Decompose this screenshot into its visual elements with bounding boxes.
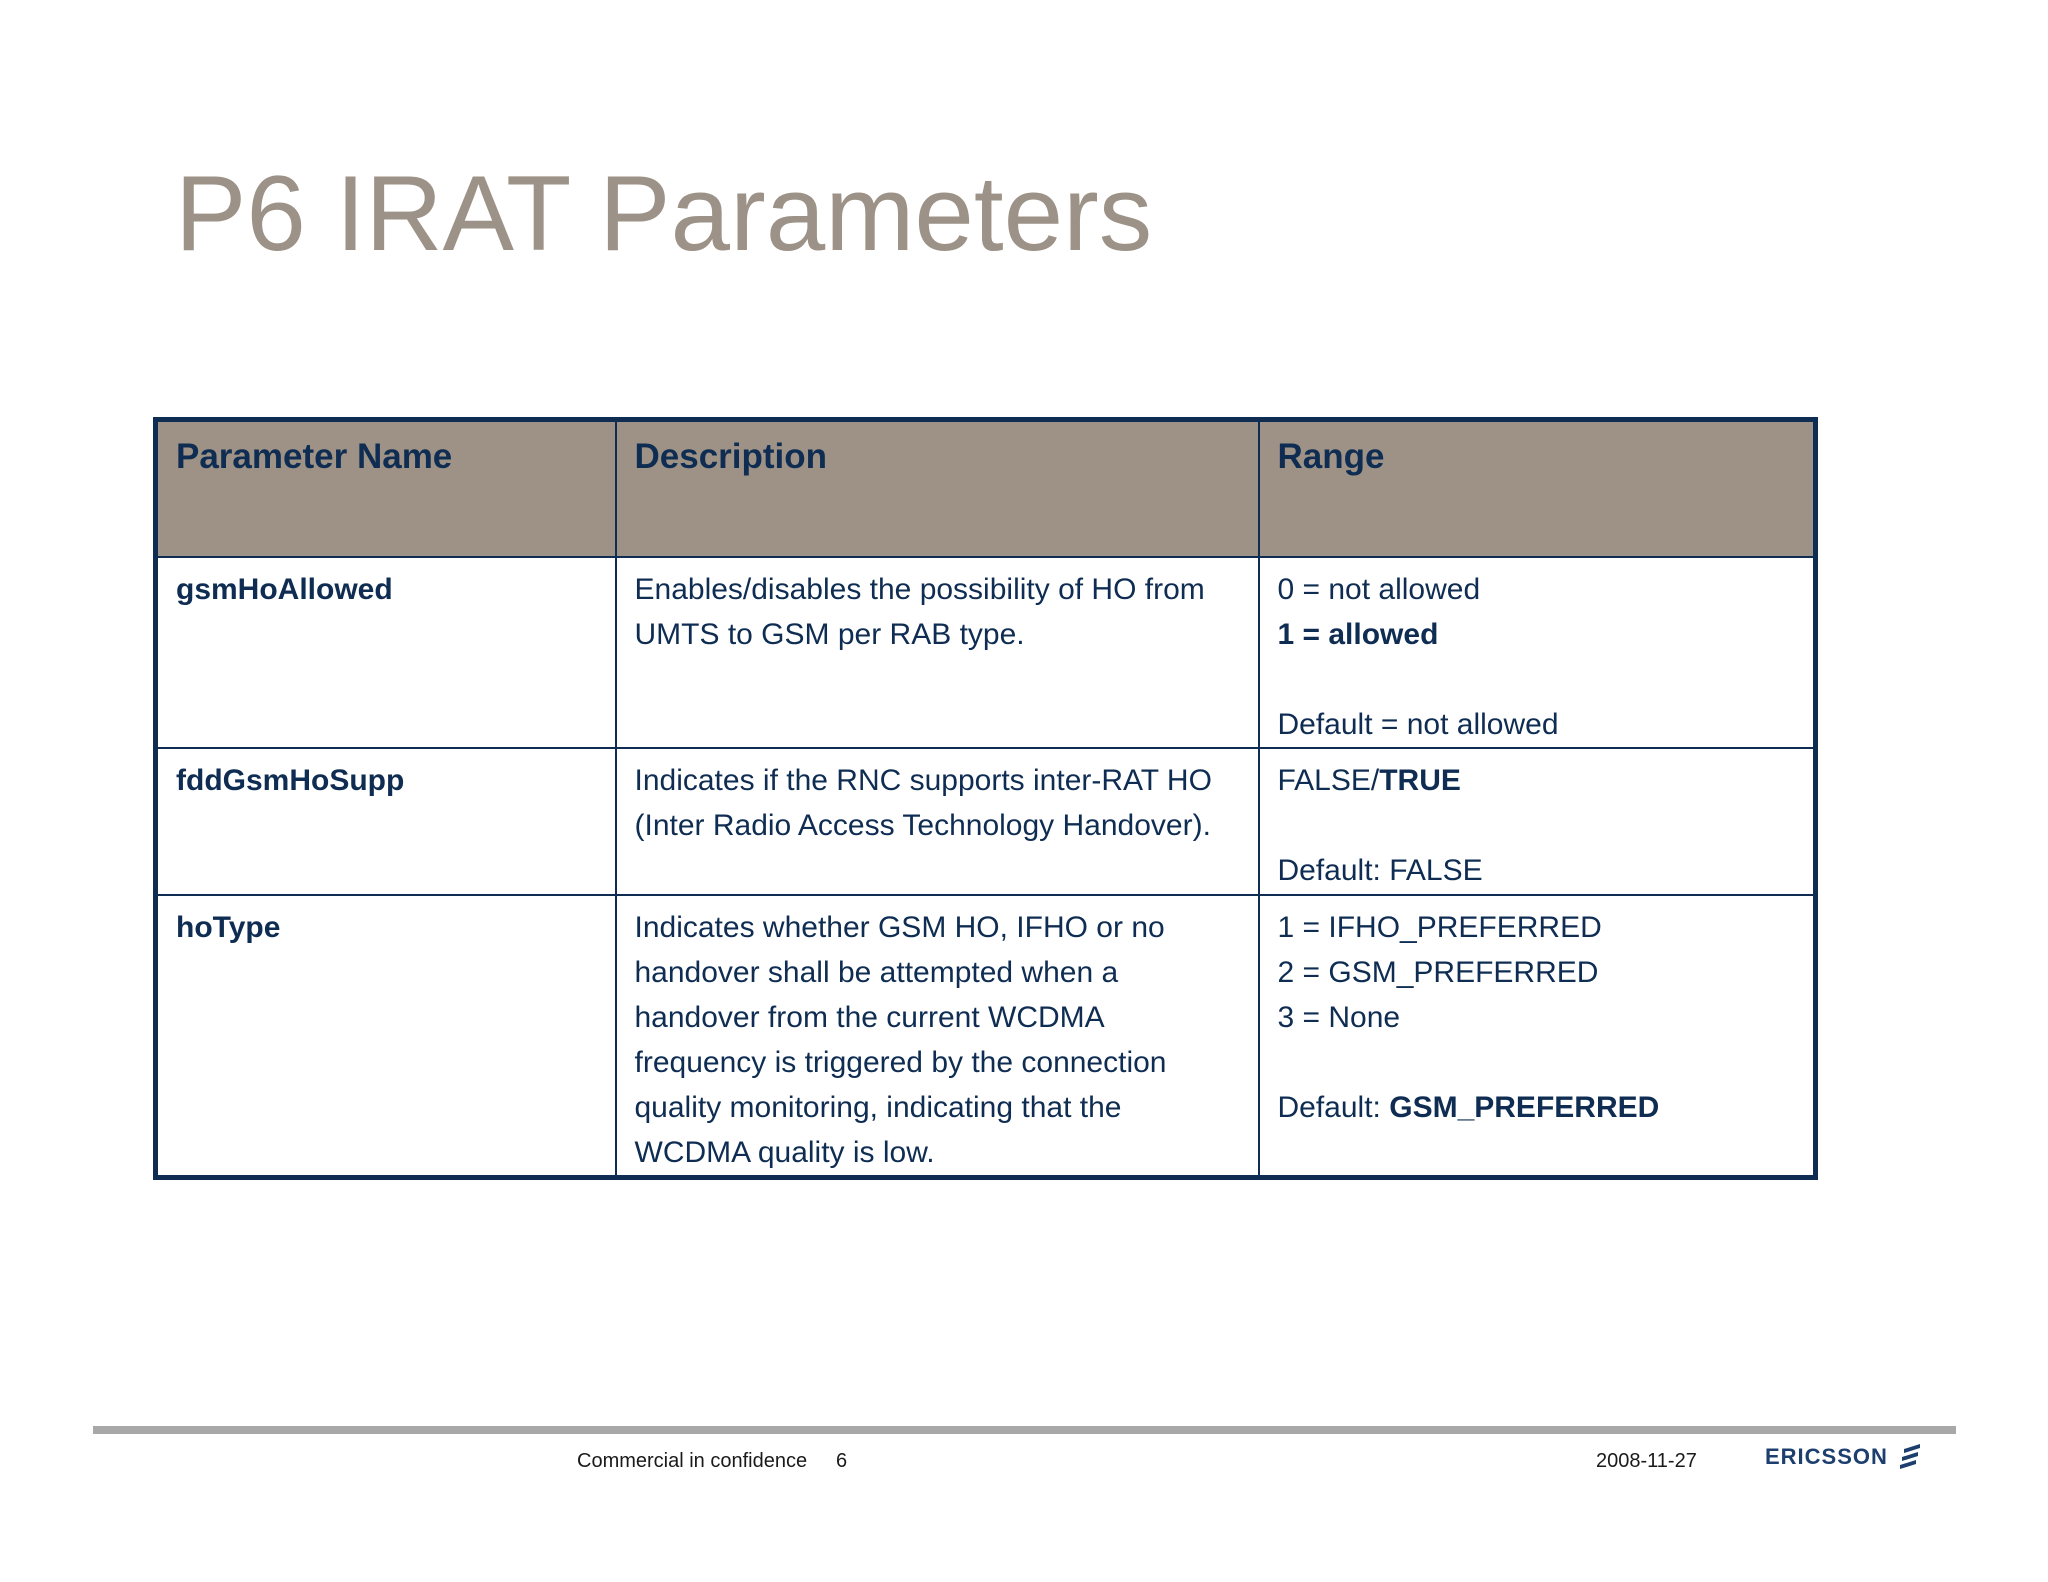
description-cell: Indicates whether GSM HO, IFHO or no handover shall be attempted when a handover from the current WCDMA frequency is triggered by the connection quality monitoring, indicating that the WCDMA quality is low. [616, 895, 1259, 1178]
parameters-table [153, 417, 1818, 1180]
table-header-row [156, 420, 1816, 558]
table-row [156, 895, 1816, 1178]
footer-divider [93, 1426, 1956, 1434]
footer-confidentiality: Commercial in confidence [577, 1450, 808, 1472]
range-line: 2 = GSM_PREFERRED [1277, 956, 1599, 989]
range-line: 1 = allowed [1277, 618, 1439, 651]
range-line [1278, 1040, 1796, 1085]
range-cell [1259, 557, 1816, 748]
ericsson-logo [1765, 1443, 1924, 1471]
logo-wordmark: ERICSSON [1765, 1444, 1888, 1469]
range-default: Default = not allowed [1277, 708, 1559, 741]
description-cell: Enables/disables the possibility of HO from UMTS to GSM per RAB type. [616, 557, 1259, 748]
header-range: Range [1259, 420, 1816, 558]
param-name-cell: fddGsmHoSupp [156, 748, 616, 895]
range-cell [1259, 895, 1816, 1178]
range-line: 1 = IFHO_PREFERRED [1277, 911, 1602, 944]
ericsson-logo-icon [1898, 1443, 1924, 1471]
range-line: 3 = None [1277, 1001, 1401, 1034]
range-text-bold: GSM_PREFERRED [1389, 1091, 1660, 1124]
slide-title: P6 IRAT Parameters [175, 153, 1153, 273]
param-name-cell: gsmHoAllowed [156, 557, 616, 748]
footer-date: 2008-11-27 [1596, 1450, 1697, 1472]
header-parameter-name: Parameter Name [156, 420, 616, 558]
range-cell [1259, 748, 1816, 895]
footer-page-number: 6 [836, 1450, 848, 1472]
range-line [1278, 758, 1796, 803]
table-row [156, 748, 1816, 895]
description-cell: Indicates if the RNC supports inter-RAT HO (Inter Radio Access Technology Handover). [616, 748, 1259, 895]
range-line [1278, 657, 1796, 702]
range-text-bold: TRUE [1379, 764, 1461, 797]
range-default: Default: FALSE [1277, 854, 1483, 887]
header-description: Description [616, 420, 1259, 558]
table-row [156, 557, 1816, 748]
range-text: Default: [1277, 1091, 1390, 1124]
range-text: FALSE/ [1277, 764, 1380, 797]
range-default [1278, 1085, 1796, 1130]
range-line [1278, 803, 1796, 848]
range-line: 0 = not allowed [1277, 573, 1481, 606]
param-name-cell: hoType [156, 895, 616, 1178]
